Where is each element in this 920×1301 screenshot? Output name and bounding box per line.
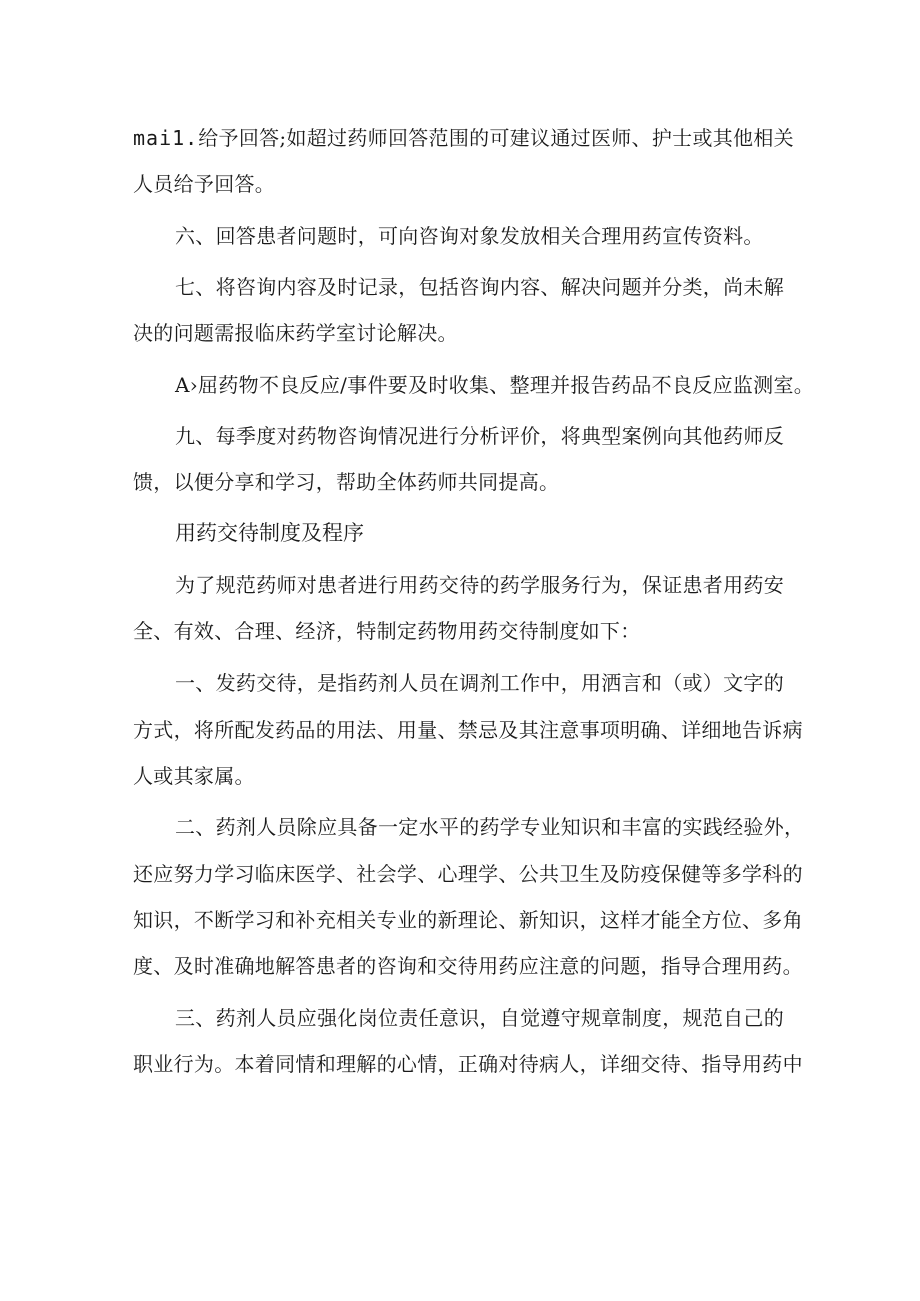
item5-prefix: mai1. — [133, 126, 199, 150]
paragraph-item2-line4: 度、及时准确地解答患者的咨询和交待用药应注意的问题，指导合理用药。 — [133, 954, 803, 978]
paragraph-item7-line1: 七、将咨询内容及时记录，包括咨询内容、解决问题并分类，尚未解 — [175, 275, 784, 299]
paragraph-item8: A›屈药物不良反应/事件要及时收集、整理并报告药品不良反应监测室。 — [175, 373, 815, 397]
paragraph-item2-line2: 还应努力学习临床医学、社会学、心理学、公共卫生及防疫保健等多学科的 — [133, 862, 803, 886]
paragraph-item9-line1: 九、每季度对药物咨询情况进行分析评价，将典型案例向其他药师反 — [175, 424, 784, 448]
paragraph-item5-line1 — [133, 126, 794, 150]
item5-text: 给予回答;如超过药师回答范围的可建议通过医师、护士或其他相关 — [198, 126, 794, 150]
paragraph-item5-line2: 人员给予回答。 — [133, 172, 276, 196]
paragraph-item1-line3: 人或其家属。 — [133, 764, 255, 788]
paragraph-item1-line2: 方式，将所配发药品的用法、用量、禁忌及其注意事项明确、详细地告诉病 — [133, 718, 803, 742]
paragraph-intro-line1: 为了规范药师对患者进行用药交待的药学服务行为，保证患者用药安 — [175, 573, 784, 597]
paragraph-item7-line2: 决的问题需报临床药学室讨论解决。 — [133, 321, 458, 345]
paragraph-item6: 六、回答患者问题时，可向咨询对象发放相关合理用药宣传资料。 — [175, 224, 764, 248]
paragraph-item2-line1: 二、药剂人员除应具备一定水平的药学专业知识和丰富的实践经验外， — [175, 815, 805, 839]
paragraph-intro-line2: 全、有效、合理、经济，特制定药物用药交待制度如下： — [133, 619, 641, 643]
paragraph-item2-line3: 知识，不断学习和补充相关专业的新理论、新知识，这样才能全方位、多角 — [133, 908, 803, 932]
paragraph-item3-line2: 职业行为。本着同情和理解的心情，正确对待病人，详细交待、指导用药中 — [133, 1052, 803, 1076]
paragraph-item1-line1: 一、发药交待，是指药剂人员在调剂工作中，用洒言和（或）文字的 — [175, 671, 784, 695]
paragraph-item3-line1: 三、药剂人员应强化岗位责任意识，自觉遵守规章制度，规范自己的 — [175, 1006, 784, 1030]
section-heading: 用药交待制度及程序 — [175, 521, 364, 545]
paragraph-item9-line2: 馈，以便分享和学习，帮助全体药师共同提高。 — [133, 470, 560, 494]
